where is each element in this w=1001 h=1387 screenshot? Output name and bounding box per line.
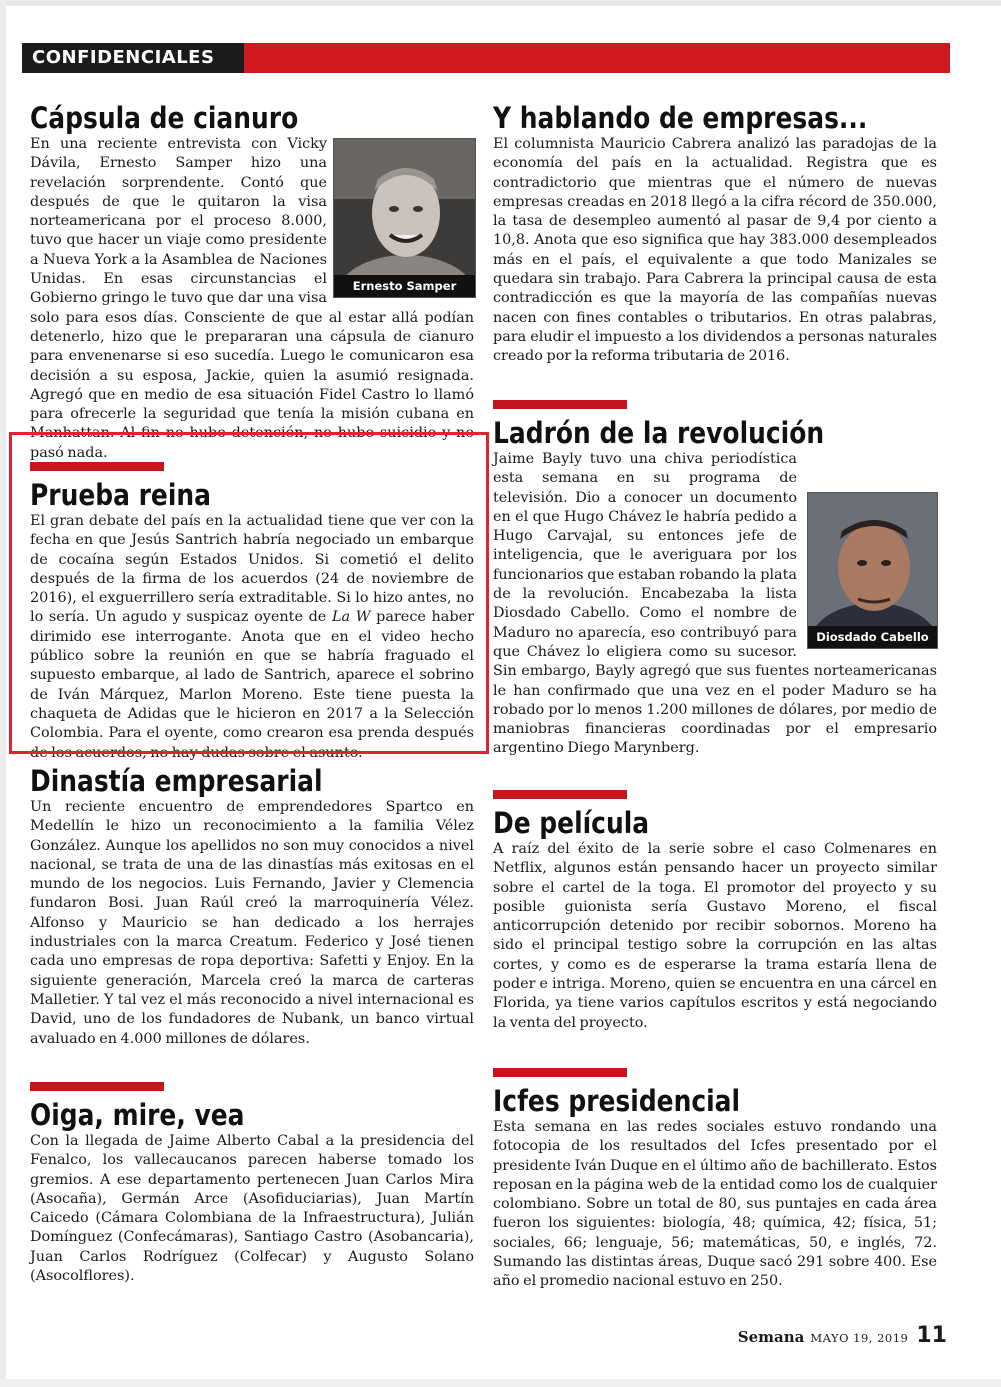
section-rule <box>493 790 627 799</box>
article-icfes <box>493 1068 937 1292</box>
article-dinastia <box>30 766 474 1049</box>
article-body: A raíz del éxito de la serie sobre el caso Colmenares en Netflix, algunos están pensando hacer un proyecto similar sobre el cartel de la toga. El promotor del proyecto y su posible guionista sería Gustavo Moreno, el fiscal anticorrupción detenido por recibir sobornos. Moreno ha sido el principal testigo sobre la corrupción en las altas cortes, y como es de esperarse la trama estaría llena de poder e intriga. Moreno, quien se encuentra en una cárcel en Florida, ya tiene varios capítulos escritos y está negociando la venta del proyecto. <box>493 841 937 1031</box>
article-headline: Ladrón de la revolución <box>493 416 825 450</box>
article-headline: Icfes presidencial <box>493 1084 741 1118</box>
page-number: 11 <box>916 1323 947 1348</box>
section-rule <box>493 400 627 409</box>
section-title: CONFIDENCIALES <box>32 47 215 68</box>
radio-station-name: La W <box>331 609 371 626</box>
page-footer <box>738 1323 947 1348</box>
article-headline: Cápsula de cianuro <box>30 101 299 135</box>
scan-edge <box>0 0 6 1387</box>
article-body: Esta semana en las redes sociales estuvo rondando una fotocopia de los resultados del Icfes presentado por el presidente Iván Duque en el último año de bachillerato. Estos reposan en la página web de la entidad como los de cualquier colombiano. Sobre un total de 80, sus puntajes en cada área fueron los siguientes: biología, 48; química, 42; física, 51; sociales, 66; lenguaje, 56; matemáticas, 50, e inglés, 72. Sumando las distintas áreas, Duque sacó 291 sobre 400. Ese año el promedio nacional estuvo en 250. <box>493 1119 937 1290</box>
article-text: parece haber dirimido ese interrogante. Anota que en el video hecho público sobre la reunión en que se habría fraguado el supuesto embarque, al lado de Santrich, aparece el sobrino de Iván Márquez, Marlon Moreno. Este tiene puesta la chaqueta de Adidas que le hicieron en 2017 a la Selección Colombia. Para el oyente, como crearon esa prenda después de los acuerdos, no hay dudas sobre el asunto. <box>30 609 474 761</box>
photo-caption: Diosdado Cabello <box>808 626 937 648</box>
article-headline: De película <box>493 806 650 840</box>
article-body: En una reciente entrevista con Vicky Dávila, Ernesto Samper hizo una revelación sorprendente. Contó que después de que le quitaron la visa norteamericana por el proceso 8.000, tuvo que hacer un viaje como presidente a Nueva York a la Asamblea de Naciones Unidas. En esas circunstancias el Gobierno gringo le tuvo que dar una visa solo para esos días. Consciente de que al estar allá podían detenerlo, hizo que le prepararan una cápsula de cianuro para envenenarse si eso sucedía. Luego le comunicaron esa decisión a su esposa, Jackie, quien la asumió resignada. Agregó que en medio de esa situación Fidel Castro lo llamó para ofrecerle la seguridad que tenía la misión cubana en Manhattan. Al fin no hubo detención, no hubo suicidio y no pasó nada. <box>30 136 474 461</box>
section-rule <box>493 1068 627 1077</box>
section-tab <box>22 43 244 73</box>
article-body: Con la llegada de Jaime Alberto Cabal a la presidencia del Fenalco, los vallecaucanos parecen haberse tomado los gremios. A ese departamento pertenecen Juan Carlos Mira (Asocaña), Germán Arce (Asofiduciarias), Juan Martín Caicedo (Cámara Colombiana de la Infraestructura), Julián Domínguez (Confecámaras), Santiago Castro (Asobancaria), Juan Carlos Rodríguez (Colfecar) y Augusto Solano (Asocolflores). <box>30 1133 474 1285</box>
article-text: El gran debate del país en la actualidad tiene que ver con la fecha en que Jesús Santrich habría negociado un embarque de cocaína según Estados Unidos. Si cometió el delito después de la firma de los acuerdos (24 de noviembre de 2016), el exguerrillero sería extraditable. Si lo hizo antes, no lo sería. Un agudo y suspicaz oyente de <box>30 513 474 626</box>
diosdado-cabello-photo <box>807 492 938 649</box>
issue-date: MAYO 19, 2019 <box>810 1331 909 1345</box>
article-empresas <box>493 103 937 367</box>
article-capsula <box>30 103 474 463</box>
ernesto-samper-photo <box>333 138 476 298</box>
article-body: Un reciente encuentro de emprendedores Spartco en Medellín le hizo un reconocimiento a la familia Vélez González. Aunque los apellidos no son muy conocidos a nivel nacional, se trata de una de las dinastías más exitosas en el mundo de los negocios. Luis Fernando, Javier y Clemencia fundaron Bosi. Juan Raúl creó la marroquinería Vélez. Alfonso y Mauricio se han dedicado a los herrajes industriales con la marca Creatum. Federico y José tienen cada uno empresas de ropa deportiva: Safetti y Enjoy. En la siguiente generación, Marcela creó la marca de carteras Malletier. Y tal vez el más reconocido a nivel internacional es David, uno de los fundadores de Nubank, un banco virtual avaluado en 4.000 millones de dólares. <box>30 799 474 1047</box>
photo-caption: Ernesto Samper <box>334 275 475 297</box>
highlight-frame <box>9 432 489 754</box>
article-headline: Y hablando de empresas... <box>493 101 868 135</box>
scan-edge <box>0 0 1001 6</box>
article-body: El columnista Mauricio Cabrera analizó las paradojas de la economía del país en la actualidad. Registra que es contradictorio que mientras que el número de nuevas empresas creadas en 2018 llegó a la cifra récord de 350.000, la tasa de desempleo aumentó al pasar de 9,4 por ciento a 10,8. Anota que eso significa que hay 383.000 desempleados más en el país, el equivalente a que todo Manizales se quedara sin trabajo. Para Cabrera la principal causa de esta contradicción es que la mayoría de las compañías nuevas nacen con fines contables o tributarios. En otras palabras, para eludir el impuesto a los dividendos a personas naturales creado por la reforma tributaria de 2016. <box>493 136 937 365</box>
article-ladron <box>493 400 937 759</box>
article-headline: Dinastía empresarial <box>30 764 323 798</box>
section-header <box>22 43 950 73</box>
section-rule <box>30 1082 164 1091</box>
scan-edge <box>0 1379 1001 1387</box>
article-body: Jaime Bayly tuvo una chiva periodística esta semana en su programa de televisión. Dio a conocer un documento en el que Hugo Chávez le habría pedido a Hugo Carvajal, su entonces jefe de inteligencia, que le averiguara por los funcionarios que estaban robando la plata de la revolución. Encabezaba la lista Diosdado Cabello. Como el nombre de Maduro no aparecía, eso contribuyó para que Chávez lo eligiera como su sucesor. Sin embargo, Bayly agregó que sus fuentes norteamericanas le han confirmado que una vez en el poder Maduro se ha robado por lo menos 1.200 millones de dólares, por medio de maniobras financieras coordinadas por el empresario argentino Diego Marynberg. <box>493 451 937 757</box>
magazine-name: Semana <box>737 1328 805 1346</box>
article-pelicula <box>493 790 937 1033</box>
article-oiga <box>30 1082 474 1286</box>
article-headline: Oiga, mire, vea <box>30 1098 245 1132</box>
article-headline: Prueba reina <box>30 478 211 512</box>
